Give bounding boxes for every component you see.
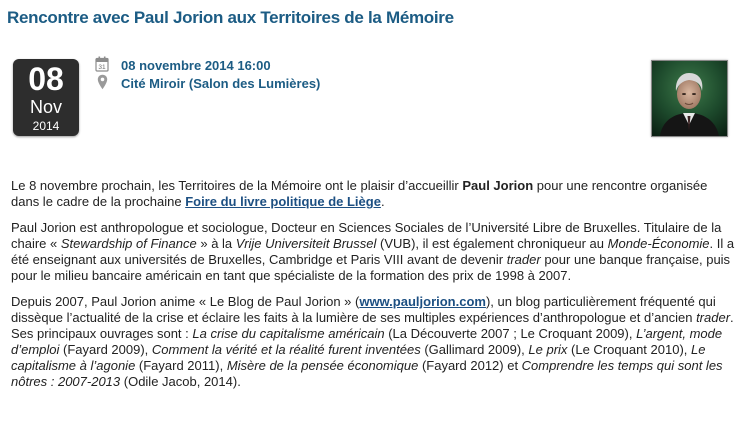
page-title: Rencontre avec Paul Jorion aux Territoires de la Mémoire — [7, 8, 454, 27]
text-segment: pour une banque française, puis pour le milieu bancaire américain en tant que spécialiste de la formation des prix de 1998 à 2007. — [11, 252, 731, 283]
book-title: Le capitalisme à l’agonie — [11, 342, 706, 373]
text-segment: (Fayard 2009), — [59, 342, 152, 357]
text-segment: Le 8 novembre prochain, les Territoires de la Mémoire ont le plaisir d’accueillir — [11, 178, 463, 193]
italic-text: Vrije Universiteit Brussel — [235, 236, 377, 251]
book-title: Le prix — [528, 342, 568, 357]
italic-text: trader — [696, 310, 731, 325]
italic-text: trader — [506, 252, 541, 267]
book-title: Misère de la pensée économique — [226, 358, 419, 373]
text-segment: (Odile Jacob, 2014). — [120, 374, 241, 389]
text-segment: » à la — [196, 236, 236, 251]
text-segment: Paul Jorion est anthropologue et sociologue, Docteur en Sciences Sociales de l’Université Libre de Bruxelles. Titulaire de la chaire « — [11, 220, 722, 251]
event-date-badge — [13, 59, 79, 136]
book-fair-link[interactable]: Foire du livre politique de Liège — [185, 194, 381, 209]
author-name: Paul Jorion — [462, 178, 534, 193]
text-segment: (La Découverte 2007 ; Le Croquant 2009), — [384, 326, 637, 341]
blog-link[interactable]: www.pauljorion.com — [359, 294, 486, 309]
portrait-photo — [651, 60, 728, 137]
text-segment: . — [380, 194, 385, 209]
text-segment: ), un blog particulièrement fréquenté qui dissèque l’actualité de la crise et éclaire les faits à la lumière de ses multiples expériences d’anthropologue et d’ancien — [11, 294, 716, 325]
text-segment: . Il a été enseignant aux universités de Bruxelles, Cambridge et Paris VIII avant de devenir — [11, 236, 735, 267]
date-year: 2014 — [32, 119, 60, 133]
italic-text: Stewardship of Finance — [60, 236, 197, 251]
text-segment: (Fayard 2011), — [135, 358, 227, 373]
date-month: Nov — [29, 97, 62, 117]
italic-text: Monde-Économie — [607, 236, 710, 251]
book-title: L’argent, mode d’emploi — [11, 326, 723, 357]
text-segment: (VUB), il est également chroniqueur au — [376, 236, 608, 251]
bio-paragraph — [11, 220, 735, 284]
book-title: Comment la vérité et la réalité furent inventées — [151, 342, 421, 357]
text-segment: (Fayard 2012) et — [418, 358, 522, 373]
date-day: 08 — [28, 61, 64, 97]
text-segment: . Ses principaux ouvrages sont : — [11, 310, 734, 341]
event-venue: Cité Miroir (Salon des Lumières) — [121, 76, 321, 91]
book-title: La crise du capitalisme américain — [192, 326, 385, 341]
text-segment: (Le Croquant 2010), — [567, 342, 691, 357]
calendar-icon-number: 31 — [98, 64, 106, 72]
text-segment: Depuis 2007, Paul Jorion anime « Le Blog de Paul Jorion » ( — [11, 294, 360, 309]
map-pin-icon — [97, 74, 108, 95]
intro-paragraph — [11, 178, 735, 210]
text-segment: (Gallimard 2009), — [420, 342, 529, 357]
text-segment: pour une rencontre organisée dans le cadre de la prochaine — [11, 178, 708, 209]
book-title: Comprendre les temps qui sont les nôtres : 2007-2013 — [11, 358, 723, 389]
event-datetime: 08 novembre 2014 16:00 — [121, 58, 271, 73]
works-paragraph — [11, 294, 735, 390]
article-body — [11, 178, 735, 400]
